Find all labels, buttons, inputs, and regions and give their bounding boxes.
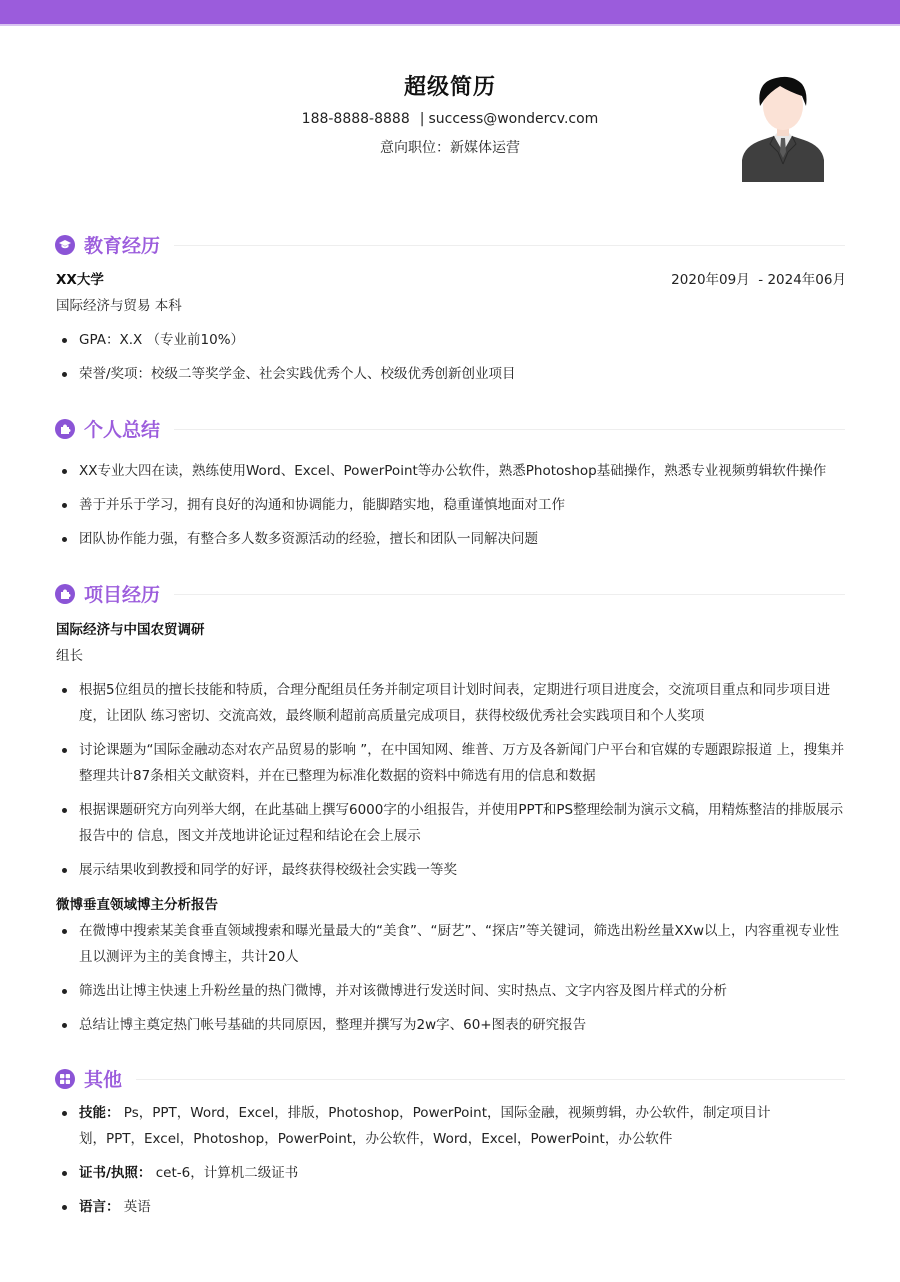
resume-name: 超级简历 [403, 75, 496, 100]
section-education-header [55, 231, 845, 258]
graduation-cap-icon [55, 235, 75, 255]
list-item: 根据课题研究方向列举大纲，在此基础上撰写6000字的小组报告，并使用PPT和PS整理绘制为演示文稿，用精炼整洁的排版展示报告中的 信息，图文并茂地讲论证过程和结论在会上展示 [56, 797, 846, 849]
project-role: 组长 [56, 648, 83, 664]
section-divider [174, 594, 845, 595]
summary-block [56, 458, 846, 552]
section-title: 其他 [84, 1069, 123, 1091]
project-2 [56, 892, 846, 1038]
project-1 [56, 617, 846, 883]
education-period: 2020年09月 - 2024年06月 [671, 272, 846, 288]
certificates-item [56, 1160, 786, 1186]
top-accent-bar-edge [0, 24, 900, 26]
person-avatar-icon [740, 72, 826, 184]
project-name: 微博垂直领域博主分析报告 [56, 897, 218, 913]
list-item: XX专业大四在读，熟练使用Word、Excel、PowerPoint等办公软件，熟悉Photoshop基础操作，熟悉专业视频剪辑软件操作 [56, 458, 846, 484]
section-divider [136, 1079, 845, 1080]
education-block [56, 267, 846, 387]
puzzle-icon [55, 419, 75, 439]
project-items [56, 677, 846, 883]
section-other-header [55, 1065, 845, 1092]
item-value: cet-6，计算机二级证书 [155, 1165, 299, 1181]
list-item: 筛选出让博主快速上升粉丝量的热门微博，并对该微博进行发送时间、实时热点、文字内容及图片样式的分析 [56, 978, 846, 1004]
section-projects-header [55, 580, 845, 607]
contact-separator: | [419, 111, 425, 127]
item-label: 技能： [79, 1105, 120, 1121]
education-items [56, 327, 846, 387]
other-block [56, 1100, 786, 1220]
major-degree: 国际经济与贸易 本科 [56, 298, 182, 314]
top-accent-bar [0, 0, 900, 24]
summary-items [56, 458, 846, 552]
puzzle-icon [55, 584, 75, 604]
list-item: 善于并乐于学习，拥有良好的沟通和协调能力，能脚踏实地，稳重谨慎地面对工作 [56, 492, 846, 518]
list-item: 荣誉/奖项：校级二等奖学金、社会实践优秀个人、校级优秀创新创业项目 [56, 361, 846, 387]
list-item: 根据5位组员的擅长技能和特质，合理分配组员任务并制定项目计划时间表，定期进行项目进度会，交流项目重点和同步项目进度，让团队 练习密切、交流高效，最终顺利超前高质量完成项目，获得校级优秀社会实践项目和个人奖项 [56, 677, 846, 729]
section-summary-header [55, 415, 845, 442]
item-label: 语言： [79, 1199, 120, 1215]
section-title: 个人总结 [84, 419, 161, 441]
project-items [56, 918, 846, 1038]
skills-item [56, 1100, 786, 1152]
section-divider [174, 245, 845, 246]
list-item: 讨论课题为“国际金融动态对农产品贸易的影响 ”，在中国知网、维普、万方及各新闻门户平台和官媒的专题跟踪报道 上，搜集并整理共计87条相关文献资料，并在已整理为标准化数据的资料中筛选有用的信息和数据 [56, 737, 846, 789]
grid-icon [55, 1069, 75, 1089]
other-items [56, 1100, 786, 1220]
project-name: 国际经济与中国农贸调研 [56, 622, 205, 638]
list-item: GPA：X.X （专业前10%） [56, 327, 846, 353]
phone-number: 188-8888-8888 [301, 111, 410, 127]
school-name: XX大学 [56, 272, 104, 288]
list-item: 总结让博主奠定热门帐号基础的共同原因，整理并撰写为2w字、60+图表的研究报告 [56, 1012, 846, 1038]
languages-item [56, 1194, 786, 1220]
item-label: 证书/执照： [79, 1165, 152, 1181]
item-value: 英语 [123, 1199, 151, 1215]
email-address: success@wondercv.com [428, 111, 599, 127]
list-item: 展示结果收到教授和同学的好评，最终获得校级社会实践一等奖 [56, 857, 846, 883]
job-intent: 意向职位：新媒体运营 [380, 140, 520, 156]
section-title: 项目经历 [84, 584, 161, 606]
item-value: Ps，PPT，Word，Excel，排版，Photoshop，PowerPoint，国际金融，视频剪辑，办公软件，制定项目计划，PPT，Excel，Photoshop，PowerPoint，办公软件，Word，Excel，PowerPoint，办公软件 [79, 1105, 771, 1147]
list-item: 在微博中搜索某美食垂直领域搜索和曝光量最大的“美食”、“厨艺”、“探店”等关键词，筛选出粉丝量XXw以上，内容重视专业性且以测评为主的美食博主，共计20人 [56, 918, 846, 970]
list-item: 团队协作能力强，有整合多人数多资源活动的经验，擅长和团队一同解决问题 [56, 526, 846, 552]
section-title: 教育经历 [84, 235, 161, 257]
section-divider [174, 429, 845, 430]
